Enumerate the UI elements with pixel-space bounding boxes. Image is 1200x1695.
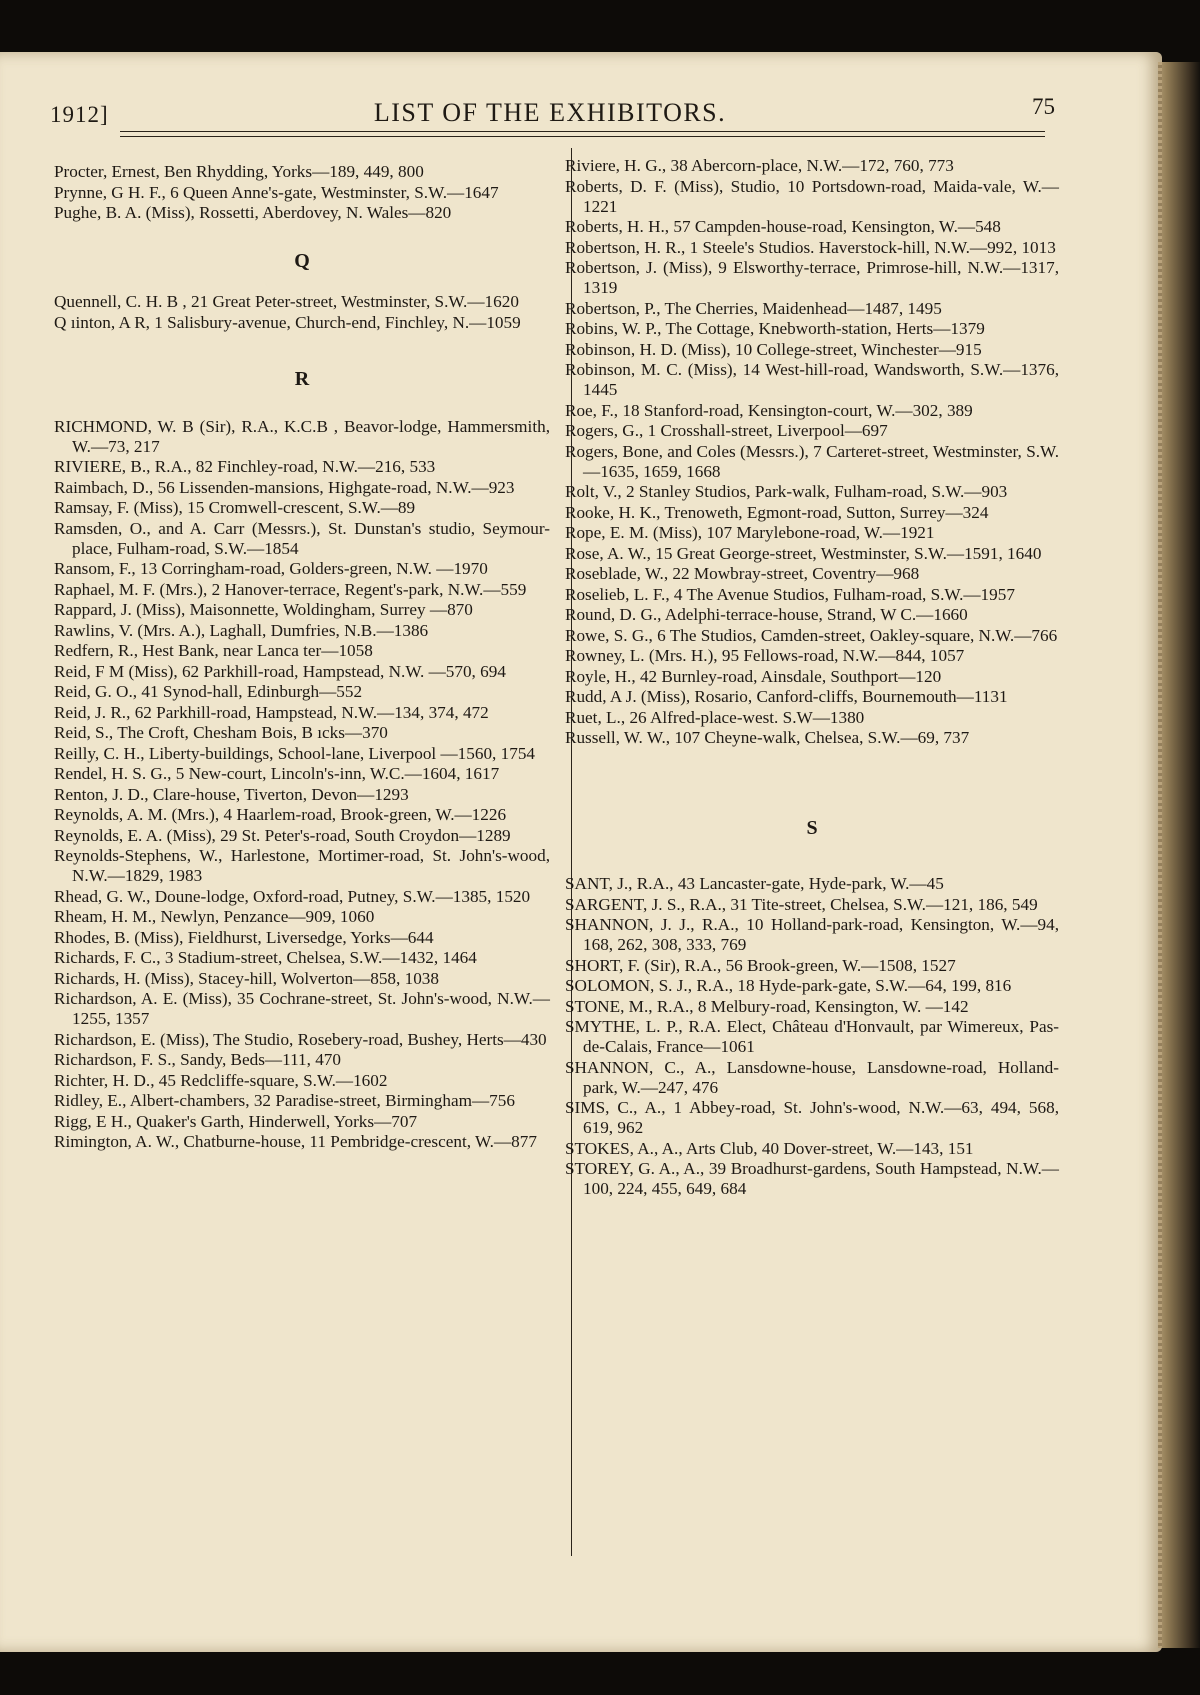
- exhibitor-entry: Reynolds, E. A. (Miss), 29 St. Peter's-road, South Croydon—1289: [54, 825, 511, 845]
- exhibitor-entry: SANT, J., R.A., 43 Lancaster-gate, Hyde-park, W.—45: [565, 874, 944, 893]
- header-rule-thin: [120, 136, 1045, 137]
- exhibitor-entry: Rowe, S. G., 6 The Studios, Camden-street, Oakley-square, N.W.—766: [565, 625, 1058, 645]
- exhibitor-entry: Prynne, G H. F., 6 Queen Anne's-gate, Westminster, S.W.—1647: [54, 182, 499, 202]
- exhibitor-entry: Rhead, G. W., Doune-lodge, Oxford-road, Putney, S.W.—1385, 1520: [54, 886, 531, 906]
- right-column: [565, 156, 1059, 1200]
- section-heading-q: Q: [294, 250, 310, 272]
- exhibitor-entry: Roberts, H. H., 57 Campden-house-road, Kensington, W.—548: [565, 217, 1001, 236]
- exhibitor-entry: Rigg, E H., Quaker's Garth, Hinderwell, Yorks—707: [54, 1111, 418, 1131]
- exhibitor-entry: Roberts, D. F. (Miss), Studio, 10 Portsdown-road, Maida-vale, W.—1221: [565, 176, 1059, 216]
- exhibitor-entry: SARGENT, J. S., R.A., 31 Tite-street, Chelsea, S.W.—121, 186, 549: [565, 894, 1038, 914]
- exhibitor-entry: Robinson, H. D. (Miss), 10 College-street, Winchester—915: [565, 339, 982, 359]
- scan-bottom-border: [0, 1648, 1200, 1695]
- exhibitor-entry: SHANNON, C., A., Lansdowne-house, Lansdowne-road, Holland-park, W.—247, 476: [565, 1057, 1059, 1097]
- entries-q: [54, 292, 550, 333]
- exhibitor-entry: Richards, H. (Miss), Stacey-hill, Wolverton—858, 1038: [54, 968, 439, 988]
- exhibitor-entry: Rolt, V., 2 Stanley Studios, Park-walk, Fulham-road, S.W.—903: [565, 482, 1008, 501]
- exhibitor-entry: Roselieb, L. F., 4 The Avenue Studios, Fulham-road, S.W.—1957: [565, 584, 1015, 604]
- exhibitor-entry: Richardson, A. E. (Miss), 35 Cochrane-street, St. John's-wood, N.W.—1255, 1357: [54, 989, 550, 1028]
- exhibitor-entry: Reid, G. O., 41 Synod-hall, Edinburgh—552: [54, 682, 363, 701]
- exhibitor-entry: Richter, H. D., 45 Redcliffe-square, S.W.—1602: [54, 1070, 388, 1090]
- page-number: 75: [1032, 94, 1055, 119]
- exhibitor-entry: Royle, H., 42 Burnley-road, Ainsdale, Southport—120: [565, 666, 942, 686]
- exhibitor-entry: Rowney, L. (Mrs. H.), 95 Fellows-road, N.W.—844, 1057: [565, 646, 965, 665]
- exhibitor-entry: Reid, J. R., 62 Parkhill-road, Hampstead, N.W.—134, 374, 472: [54, 702, 489, 722]
- exhibitor-entry: Reilly, C. H., Liberty-buildings, School-lane, Liverpool —1560, 1754: [54, 743, 536, 763]
- section-heading-r: R: [294, 367, 310, 390]
- exhibitor-entry: Pughe, B. A. (Miss), Rossetti, Aberdovey, N. Wales—820: [54, 203, 452, 222]
- page-title: LIST OF THE EXHIBITORS.: [373, 98, 727, 127]
- entries-r-left: [54, 417, 550, 1153]
- exhibitor-entry: RIVIERE, B., R.A., 82 Finchley-road, N.W.—216, 533: [54, 457, 436, 476]
- exhibitor-entry: Raimbach, D., 56 Lissenden-mansions, Highgate-road, N.W.—923: [54, 477, 515, 497]
- exhibitor-entry: Reid, F M (Miss), 62 Parkhill-road, Hampstead, N.W. —570, 694: [54, 661, 506, 681]
- entries-p: [54, 162, 550, 223]
- exhibitor-entry: Rope, E. M. (Miss), 107 Marylebone-road, W.—1921: [565, 523, 935, 542]
- exhibitor-entry: Rudd, A J. (Miss), Rosario, Canford-cliffs, Bournemouth—1131: [565, 687, 1008, 706]
- exhibitor-entry: STOREY, G. A., A., 39 Broadhurst-gardens, South Hampstead, N.W.—100, 224, 455, 649, 684: [565, 1159, 1059, 1198]
- exhibitor-entry: Richardson, F. S., Sandy, Beds—111, 470: [54, 1050, 341, 1069]
- exhibitor-entry: Roe, F., 18 Stanford-road, Kensington-court, W.—302, 389: [565, 400, 973, 420]
- running-header: [50, 92, 1055, 132]
- exhibitor-entry: Robertson, P., The Cherries, Maidenhead—1487, 1495: [565, 298, 942, 318]
- exhibitor-entry: Rhodes, B. (Miss), Fieldhurst, Liversedge, Yorks—644: [54, 927, 434, 947]
- exhibitor-entry: Reynolds, A. M. (Mrs.), 4 Haarlem-road, Brook-green, W.—1226: [54, 805, 507, 824]
- exhibitor-entry: Ramsden, O., and A. Carr (Messrs.), St. Dunstan's studio, Seymour-place, Fulham-road, S.W.—1854: [54, 518, 550, 558]
- exhibitor-entry: Richards, F. C., 3 Stadium-street, Chelsea, S.W.—1432, 1464: [54, 948, 477, 967]
- exhibitor-entry: Raphael, M. F. (Mrs.), 2 Hanover-terrace, Regent's-park, N.W.—559: [54, 579, 527, 599]
- exhibitor-entry: Robertson, J. (Miss), 9 Elsworthy-terrace, Primrose-hill, N.W.—1317, 1319: [565, 258, 1059, 297]
- entries-r-right: [565, 156, 1059, 748]
- exhibitor-entry: SHANNON, J. J., R.A., 10 Holland-park-road, Kensington, W.—94, 168, 262, 308, 333, 769: [565, 915, 1059, 954]
- exhibitor-entry: STONE, M., R.A., 8 Melbury-road, Kensington, W. —142: [565, 996, 969, 1016]
- exhibitor-entry: RICHMOND, W. B (Sir), R.A., K.C.B , Beavor-lodge, Hammersmith, W.—73, 217: [54, 416, 550, 456]
- section-heading-s: S: [806, 817, 818, 839]
- exhibitor-entry: Rheam, H. M., Newlyn, Penzance—909, 1060: [54, 907, 375, 926]
- exhibitor-entry: Redfern, R., Hest Bank, near Lanca ter—1058: [54, 641, 373, 660]
- exhibitor-entry: Ruet, L., 26 Alfred-place-west. S.W—1380: [565, 707, 865, 727]
- exhibitor-entry: Richardson, E. (Miss), The Studio, Rosebery-road, Bushey, Herts—430: [54, 1029, 547, 1049]
- exhibitor-entry: Quennell, C. H. B , 21 Great Peter-street, Westminster, S.W.—1620: [54, 292, 519, 311]
- exhibitor-entry: Rose, A. W., 15 Great George-street, Westminster, S.W.—1591, 1640: [565, 543, 1042, 563]
- exhibitor-entry: Ransom, F., 13 Corringham-road, Golders-green, N.W. —1970: [54, 559, 488, 578]
- exhibitor-entry: Robertson, H. R., 1 Steele's Studios. Haverstock-hill, N.W.—992, 1013: [565, 237, 1056, 257]
- exhibitor-entry: Round, D. G., Adelphi-terrace-house, Strand, W C.—1660: [565, 605, 968, 624]
- exhibitor-entry: SOLOMON, S. J., R.A., 18 Hyde-park-gate, S.W.—64, 199, 816: [565, 976, 1012, 995]
- exhibitor-entry: Q ıinton, A R, 1 Salisbury-avenue, Church-end, Finchley, N.—1059: [54, 312, 521, 332]
- exhibitor-entry: Riviere, H. G., 38 Abercorn-place, N.W.—172, 760, 773: [565, 156, 954, 175]
- exhibitor-entry: Renton, J. D., Clare-house, Tiverton, Devon—1293: [54, 784, 409, 804]
- exhibitor-entry: SIMS, C., A., 1 Abbey-road, St. John's-wood, N.W.—63, 494, 568, 619, 962: [565, 1098, 1059, 1137]
- exhibitor-entry: Robins, W. P., The Cottage, Knebworth-station, Herts—1379: [565, 319, 985, 338]
- exhibitor-entry: Rooke, H. K., Trenoweth, Egmont-road, Sutton, Surrey—324: [565, 502, 989, 522]
- exhibitor-entry: STOKES, A., A., Arts Club, 40 Dover-street, W.—143, 151: [565, 1138, 974, 1158]
- header-rule-thick: [120, 131, 1045, 132]
- exhibitor-entry: Rimington, A. W., Chatburne-house, 11 Pembridge-crescent, W.—877: [54, 1132, 537, 1151]
- left-column: [54, 162, 550, 1153]
- exhibitor-entry: SHORT, F. (Sir), R.A., 56 Brook-green, W.—1508, 1527: [565, 955, 956, 975]
- exhibitor-entry: Roseblade, W., 22 Mowbray-street, Coventry—968: [565, 564, 920, 583]
- exhibitor-entry: Rawlins, V. (Mrs. A.), Laghall, Dumfries, N.B.—1386: [54, 620, 429, 640]
- exhibitor-entry: Ramsay, F. (Miss), 15 Cromwell-crescent, S.W.—89: [54, 498, 416, 517]
- exhibitor-entry: Rendel, H. S. G., 5 New-court, Lincoln's-inn, W.C.—1604, 1617: [54, 764, 500, 783]
- exhibitor-entry: Reid, S., The Croft, Chesham Bois, B ıcks—370: [54, 723, 388, 742]
- exhibitor-entry: SMYTHE, L. P., R.A. Elect, Château d'Honvault, par Wimereux, Pas-de-Calais, France—1061: [565, 1017, 1059, 1056]
- exhibitor-entry: Robinson, M. C. (Miss), 14 West-hill-road, Wandsworth, S.W.—1376, 1445: [565, 360, 1059, 399]
- exhibitor-entry: Russell, W. W., 107 Cheyne-walk, Chelsea, S.W.—69, 737: [565, 728, 970, 747]
- exhibitor-entry: Reynolds-Stephens, W., Harlestone, Mortimer-road, St. John's-wood, N.W.—1829, 1983: [54, 846, 550, 885]
- exhibitor-entry: Ridley, E., Albert-chambers, 32 Paradise-street, Birmingham—756: [54, 1091, 515, 1110]
- exhibitor-entry: Rogers, G., 1 Crosshall-street, Liverpool—697: [565, 421, 888, 440]
- header-year: 1912]: [50, 102, 109, 127]
- entries-s: [565, 874, 1059, 1199]
- exhibitor-entry: Rappard, J. (Miss), Maisonnette, Woldingham, Surrey —870: [54, 600, 473, 619]
- exhibitor-entry: Rogers, Bone, and Coles (Messrs.), 7 Carteret-street, Westminster, S.W.—1635, 1659, 1668: [565, 441, 1059, 481]
- page-stack-stripes: [1158, 62, 1162, 1648]
- exhibitor-entry: Procter, Ernest, Ben Rhydding, Yorks—189, 449, 800: [54, 162, 424, 181]
